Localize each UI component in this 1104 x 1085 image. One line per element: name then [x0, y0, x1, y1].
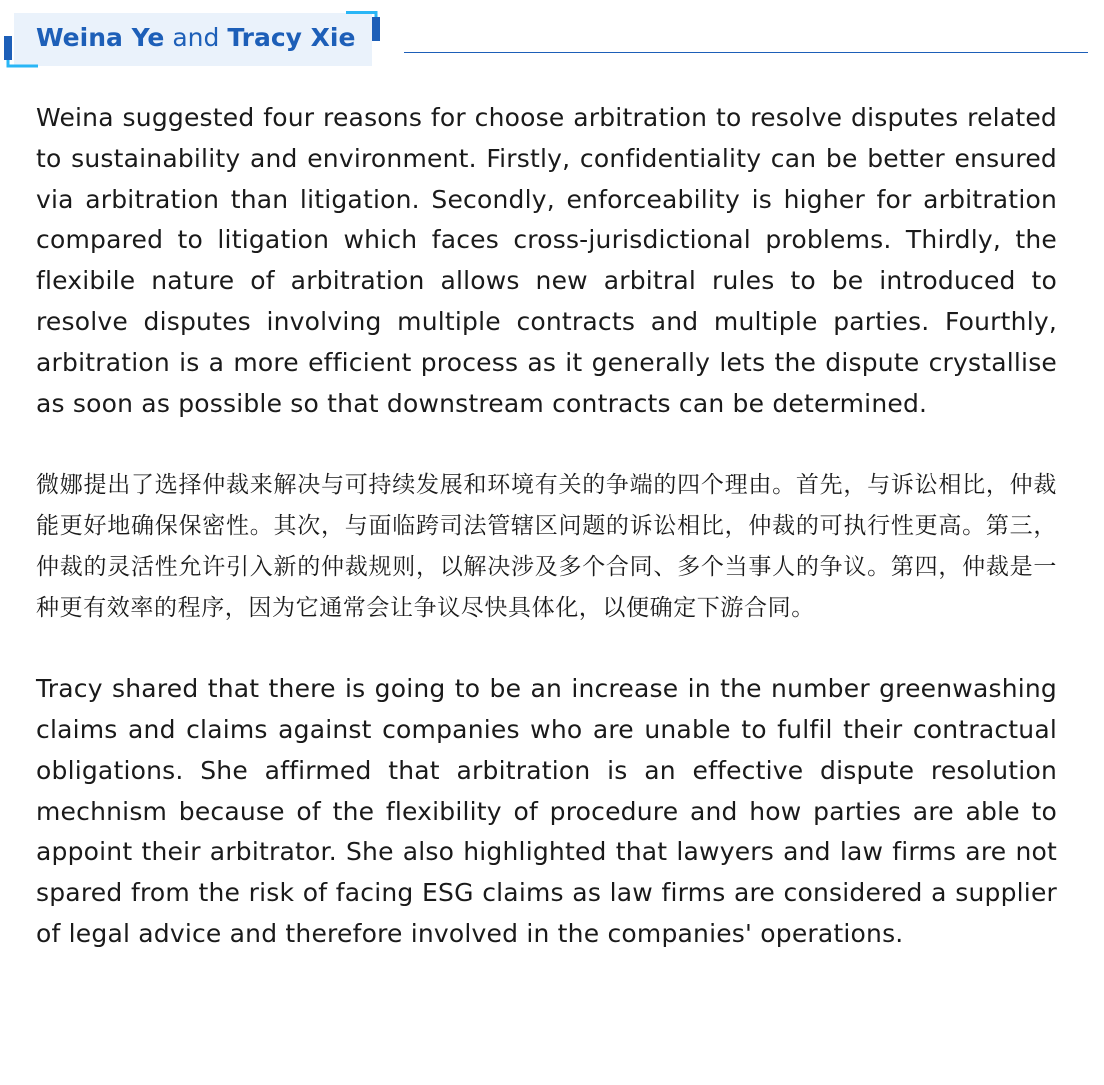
- authors-title: [36, 20, 355, 56]
- paragraph-tracy-english: Tracy shared that there is going to be an increase in the number greenwashing claims and claims against companies who are unable to fulfil their contractual obligations. She affirmed that arbitration is an effective dispute resolution mechnism because of the flexibility of procedure and how parties are able to appoint their arbitrator. She also highlighted that lawyers and law firms are not spared from the risk of facing ESG claims as law firms are considered a supplier of legal advice and therefore involved in the companies' operations.: [36, 674, 1057, 948]
- paragraph-weina-chinese: 微娜提出了选择仲裁来解决与可持续发展和环境有关的争端的四个理由。首先，与诉讼相比，仲裁能更好地确保保密性。其次，与面临跨司法管辖区问题的诉讼相比，仲裁的可执行性更高。第三，仲裁的灵活性允许引入新的仲裁规则，以解决涉及多个合同、多个当事人的争议。第四，仲裁是一种更有效率的程序，因为它通常会让争议尽快具体化，以便确定下游合同。: [36, 472, 1057, 621]
- article-body: [36, 98, 1057, 955]
- header-divider-line: [404, 52, 1088, 53]
- author-name-1: Weina Ye: [36, 23, 165, 52]
- paragraph-weina-english: Weina suggested four reasons for choose arbitration to resolve disputes related to sustainability and environment. Firstly, confidentiality can be better ensured via arbitration than litigation. Secondly, enforceability is higher for arbitration compared to litigation which faces cross-jurisdictional problems. Thirdly, the flexibile nature of arbitration allows new arbitral rules to be introduced to resolve disputes involving multiple contracts and multiple parties. Fourthly, arbitration is a more efficient process as it generally lets the dispute crystallise as soon as possible so that downstream contracts can be determined.: [36, 103, 1057, 418]
- author-conjunction: and: [172, 23, 220, 52]
- article-header: [0, 0, 1104, 80]
- author-name-2: Tracy Xie: [227, 23, 356, 52]
- corner-bracket-bottom-left: [4, 36, 38, 68]
